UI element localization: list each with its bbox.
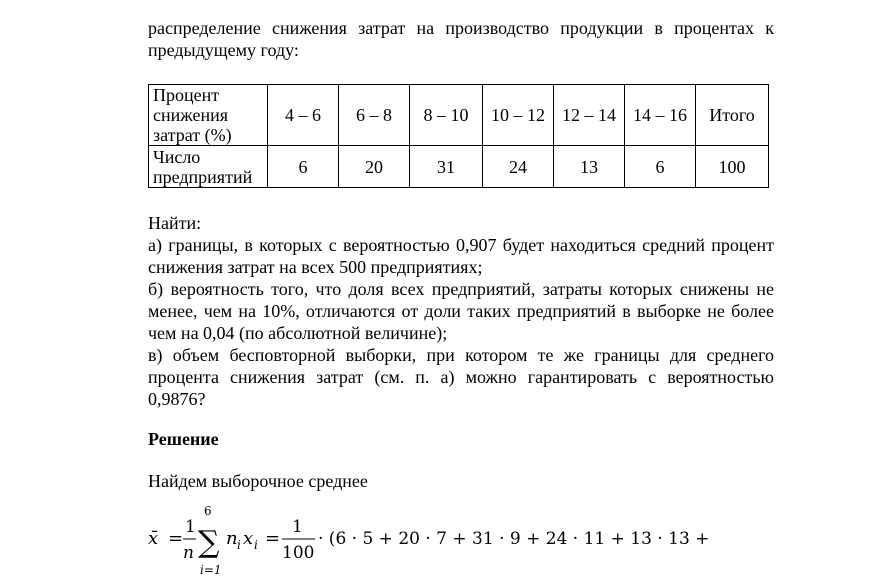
equals-sign-2: = (265, 528, 281, 549)
intro-paragraph: распределение снижения затрат на производство продукции в процентах к предыдущему году: (148, 18, 774, 60)
fraction2-denominator: 100 (282, 543, 315, 563)
document-page (148, 0, 774, 581)
table-cell: 6 – 8 (339, 85, 410, 146)
table-cell: 6 (625, 146, 696, 188)
table-cell: 24 (483, 146, 554, 188)
formula-svg (148, 502, 774, 581)
task-a: а) границы, в которых с вероятностью 0,907 будет находиться средний процент снижения затрат на всех 500 предприятиях; (148, 235, 774, 277)
table-cell: 6 (268, 146, 339, 188)
distribution-table (148, 84, 769, 188)
task-c: в) объем бесповторной выборки, при котором те же границы для среднего процента снижения затрат (см. п. а) можно гарантировать с вероятностью 0,9876? (148, 345, 774, 409)
table-cell: 8 – 10 (410, 85, 483, 146)
mean-formula (148, 502, 774, 581)
row-header-percent: Процент снижения затрат (%) (149, 85, 268, 146)
table-cell: 12 – 14 (554, 85, 625, 146)
term-n: n (226, 528, 238, 549)
task-b: б) вероятность того, что доля всех предприятий, затраты которых снижены не менее, чем на 10%, отличаются от доли таких предприятий в выборке не более чем на 0,04 (по абсолютной величине); (148, 279, 774, 343)
table-cell: Итого (696, 85, 769, 146)
table-cell: 20 (339, 146, 410, 188)
table-cell: 100 (696, 146, 769, 188)
find-label: Найти: (148, 213, 202, 233)
fraction-denominator: n (183, 543, 194, 563)
term-x-subscript: i (254, 538, 258, 552)
term-x: x (243, 528, 254, 549)
formula-tail: · (6 · 5 + 20 · 7 + 31 · 9 + 24 · 11 + 13 · 13 + (318, 529, 710, 549)
sample-mean-text: Найдем выборочное среднее (148, 471, 368, 491)
table-cell: 31 (410, 146, 483, 188)
equals-sign: = (168, 528, 184, 549)
fraction2-numerator: 1 (292, 517, 303, 537)
table-cell: 14 – 16 (625, 85, 696, 146)
sigma-icon: ∑ (198, 525, 220, 560)
solution-heading: Решение (148, 429, 219, 449)
tasks-block (148, 212, 774, 410)
sum-upper-limit: 6 (204, 504, 212, 518)
table-cell: 4 – 6 (268, 85, 339, 146)
xbar-symbol: x̄ (148, 528, 159, 549)
table-row (149, 146, 769, 188)
fraction-numerator: 1 (185, 517, 196, 537)
table-cell: 13 (554, 146, 625, 188)
table-row (149, 85, 769, 146)
term-n-subscript: i (237, 538, 241, 552)
row-header-count: Число предприятий (149, 146, 268, 188)
table-cell: 10 – 12 (483, 85, 554, 146)
sum-lower-limit: i=1 (200, 563, 222, 577)
